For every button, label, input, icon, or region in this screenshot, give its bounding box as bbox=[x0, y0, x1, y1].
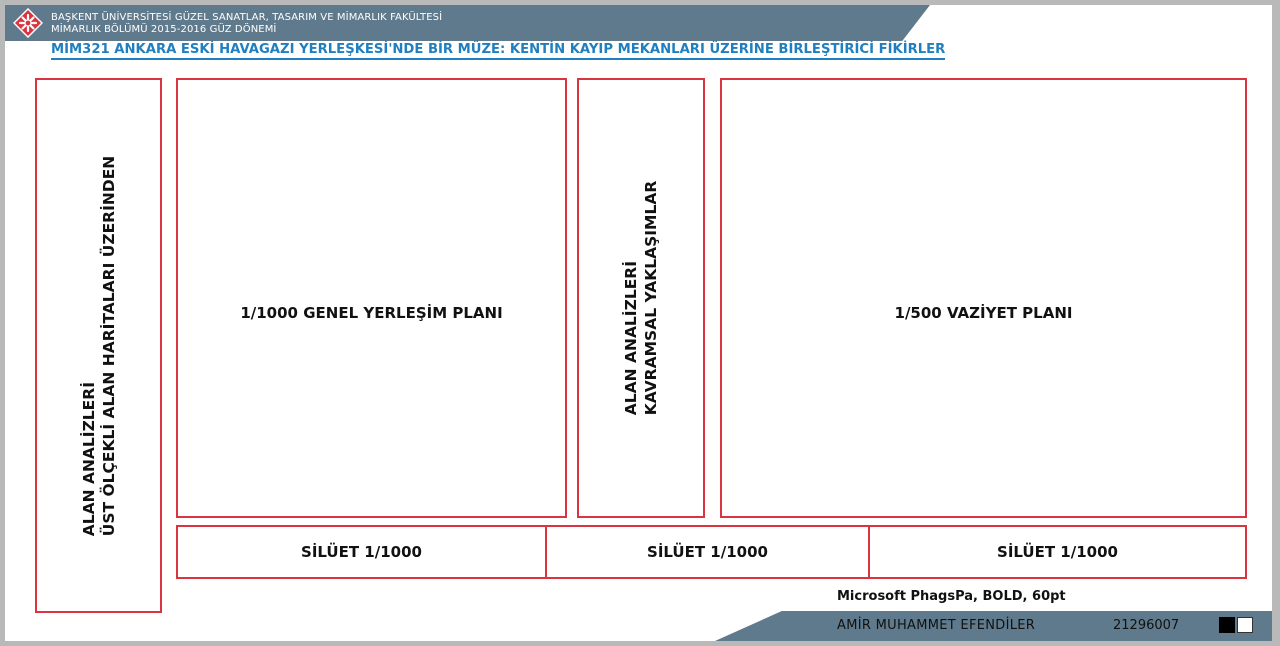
black-square-mark bbox=[1219, 617, 1235, 633]
header-band bbox=[5, 5, 930, 41]
course-title: MİM321 ANKARA ESKİ HAVAGAZI YERLEŞKESİ'NDE BİR MÜZE: KENTİN KAYIP MEKANLARI ÜZERİNE BİRLEŞTİRİCİ FİKİRLER bbox=[51, 42, 945, 60]
silhouette-row bbox=[176, 525, 1247, 579]
panel-label-line2: ÜST ÖLÇEKLİ ALAN HARİTALARI ÜZERİNDEN bbox=[99, 155, 118, 536]
panel-label-line1: ALAN ANALİZLERİ bbox=[79, 381, 98, 536]
panel-site-plan bbox=[720, 78, 1247, 518]
panel-conceptual-approaches-label bbox=[621, 181, 661, 416]
panel-general-plan bbox=[176, 78, 567, 518]
silhouette-cell: SİLÜET 1/1000 bbox=[868, 527, 1245, 577]
student-number: 21296007 bbox=[1113, 618, 1180, 633]
poster-sheet bbox=[5, 5, 1272, 641]
panel-site-analysis-large-scale-label bbox=[79, 155, 119, 536]
panel-site-analysis-large-scale bbox=[35, 78, 162, 613]
white-square-mark bbox=[1237, 617, 1253, 633]
panel-conceptual-approaches bbox=[577, 78, 705, 518]
silhouette-cell: SİLÜET 1/1000 bbox=[545, 527, 868, 577]
author-name: AMİR MUHAMMET EFENDİLER bbox=[837, 618, 1036, 633]
panel-site-plan-label: 1/500 VAZİYET PLANI bbox=[894, 304, 1073, 322]
university-logo-icon bbox=[13, 8, 43, 38]
panel-general-plan-label: 1/1000 GENEL YERLEŞİM PLANI bbox=[240, 304, 503, 322]
silhouette-cell: SİLÜET 1/1000 bbox=[301, 543, 422, 561]
panel-label-line2: KAVRAMSAL YAKLAŞIMLAR bbox=[642, 180, 660, 416]
font-note: Microsoft PhagsPa, BOLD, 60pt bbox=[837, 589, 1066, 604]
department-name: MİMARLIK BÖLÜMÜ 2015-2016 GÜZ DÖNEMİ bbox=[51, 24, 277, 35]
panel-label-line1: ALAN ANALİZLERİ bbox=[622, 261, 640, 416]
university-name: BAŞKENT ÜNİVERSİTESİ GÜZEL SANATLAR, TASARIM VE MİMARLIK FAKÜLTESİ bbox=[51, 12, 443, 23]
